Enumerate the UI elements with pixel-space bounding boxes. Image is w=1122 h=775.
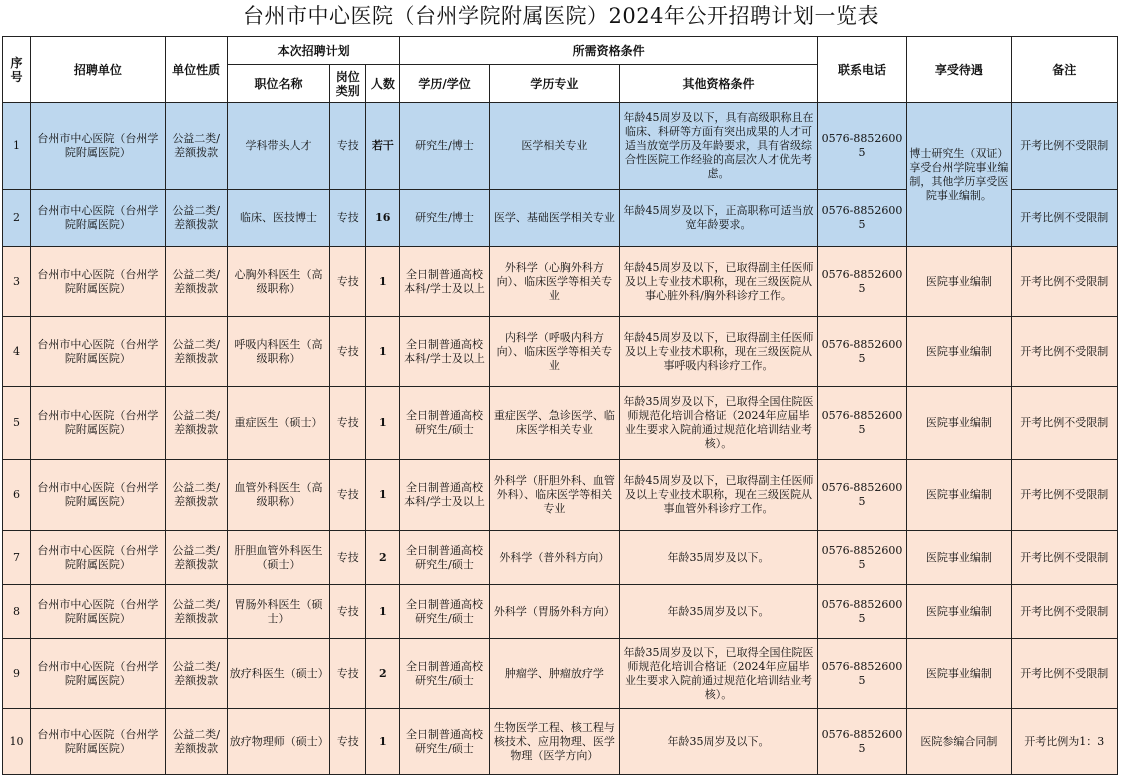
cell-benefit-merged: 博士研究生（双证）享受台州学院事业编制，其他学历享受医院事业编制。: [907, 103, 1011, 247]
cell-note: 开考比例不受限制: [1011, 639, 1117, 709]
cell-note: 开考比例不受限制: [1011, 585, 1117, 639]
cell-unit: 台州市中心医院（台州学院附属医院）: [31, 460, 165, 531]
cell-category: 专技: [330, 387, 366, 460]
cell-major: 外科学（普外科方向）: [489, 531, 619, 585]
cell-major: 医学相关专业: [489, 103, 619, 190]
cell-note: 开考比例不受限制: [1011, 317, 1117, 387]
cell-nature: 公益二类/差额拨款: [165, 190, 227, 247]
cell-benefit: 医院事业编制: [907, 460, 1011, 531]
header-nature: 单位性质: [165, 37, 227, 103]
table-row: [3, 103, 1118, 190]
cell-major: 医学、基础医学相关专业: [489, 190, 619, 247]
cell-benefit: 医院事业编制: [907, 387, 1011, 460]
cell-phone: 0576-88526005: [817, 317, 906, 387]
cell-nature: 公益二类/差额拨款: [165, 387, 227, 460]
cell-position: 血管外科医生（高级职称）: [227, 460, 329, 531]
cell-phone: 0576-88526005: [817, 639, 906, 709]
cell-note: 开考比例不受限制: [1011, 387, 1117, 460]
cell-position: 学科带头人才: [227, 103, 329, 190]
cell-category: 专技: [330, 190, 366, 247]
cell-other: 年龄45周岁及以下，已取得副主任医师及以上专业技术职称，现在三级医院从事心脏外科/胸外科诊疗工作。: [620, 247, 818, 317]
cell-other: 年龄35周岁及以下。: [620, 709, 818, 775]
cell-other: 年龄45周岁及以下，正高职称可适当放宽年龄要求。: [620, 190, 818, 247]
cell-note: 开考比例不受限制: [1011, 531, 1117, 585]
cell-education: 全日制普通高校研究生/硕士: [400, 387, 489, 460]
cell-note: 开考比例为1：3: [1011, 709, 1117, 775]
cell-position: 放疗科医生（硕士）: [227, 639, 329, 709]
cell-unit: 台州市中心医院（台州学院附属医院）: [31, 531, 165, 585]
cell-major: 外科学（肝胆外科、血管外科）、临床医学等相关专业: [489, 460, 619, 531]
table-row: [3, 531, 1118, 585]
cell-category: 专技: [330, 585, 366, 639]
cell-note: 开考比例不受限制: [1011, 247, 1117, 317]
cell-benefit: 医院事业编制: [907, 585, 1011, 639]
cell-seq: 1: [3, 103, 31, 190]
cell-education: 全日制普通高校本科/学士及以上: [400, 317, 489, 387]
cell-seq: 6: [3, 460, 31, 531]
cell-phone: 0576-88526005: [817, 460, 906, 531]
cell-nature: 公益二类/差额拨款: [165, 247, 227, 317]
cell-major: 重症医学、急诊医学、临床医学相关专业: [489, 387, 619, 460]
header-unit: 招聘单位: [31, 37, 165, 103]
cell-nature: 公益二类/差额拨款: [165, 585, 227, 639]
table-row: [3, 387, 1118, 460]
cell-phone: 0576-88526005: [817, 531, 906, 585]
table-row: [3, 585, 1118, 639]
cell-unit: 台州市中心医院（台州学院附属医院）: [31, 190, 165, 247]
cell-unit: 台州市中心医院（台州学院附属医院）: [31, 585, 165, 639]
cell-count: 1: [366, 247, 400, 317]
cell-count: 若干: [366, 103, 400, 190]
cell-major: 外科学（心胸外科方向）、临床医学等相关专业: [489, 247, 619, 317]
cell-education: 全日制普通高校研究生/硕士: [400, 639, 489, 709]
cell-other: 年龄45周岁及以下，已取得副主任医师及以上专业技术职称，现在三级医院从事呼吸内科诊疗工作。: [620, 317, 818, 387]
cell-phone: 0576-88526005: [817, 387, 906, 460]
cell-other: 年龄45周岁及以下，具有高级职称且在临床、科研等方面有突出成果的人才可适当放宽学历及年龄要求，具有省级综合性医院工作经验的高层次人才优先考虑。: [620, 103, 818, 190]
cell-seq: 2: [3, 190, 31, 247]
cell-nature: 公益二类/差额拨款: [165, 103, 227, 190]
cell-other: 年龄35周岁及以下，已取得全国住院医师规范化培训合格证（2024年应届毕业生要求入院前通过规范化培训结业考核）。: [620, 639, 818, 709]
header-phone: 联系电话: [817, 37, 906, 103]
cell-count: 1: [366, 387, 400, 460]
cell-other: 年龄35周岁及以下。: [620, 531, 818, 585]
cell-nature: 公益二类/差额拨款: [165, 460, 227, 531]
cell-seq: 5: [3, 387, 31, 460]
header-qualification-group: 所需资格条件: [400, 37, 817, 65]
cell-unit: 台州市中心医院（台州学院附属医院）: [31, 709, 165, 775]
cell-position: 肝胆血管外科医生（硕士）: [227, 531, 329, 585]
page-title: 台州市中心医院（台州学院附属医院）2024年公开招聘计划一览表: [243, 4, 879, 28]
cell-note: 开考比例不受限制: [1011, 190, 1117, 247]
cell-phone: 0576-88526005: [817, 585, 906, 639]
cell-unit: 台州市中心医院（台州学院附属医院）: [31, 103, 165, 190]
cell-count: 16: [366, 190, 400, 247]
cell-category: 专技: [330, 460, 366, 531]
cell-phone: 0576-88526005: [817, 709, 906, 775]
cell-count: 1: [366, 585, 400, 639]
cell-note: 开考比例不受限制: [1011, 103, 1117, 190]
cell-count: 2: [366, 531, 400, 585]
cell-education: 全日制普通高校研究生/硕士: [400, 709, 489, 775]
header-other: 其他资格条件: [620, 65, 818, 103]
cell-position: 心胸外科医生（高级职称）: [227, 247, 329, 317]
cell-category: 专技: [330, 709, 366, 775]
cell-benefit: 医院事业编制: [907, 317, 1011, 387]
cell-phone: 0576-88526005: [817, 103, 906, 190]
cell-education: 研究生/博士: [400, 103, 489, 190]
cell-seq: 4: [3, 317, 31, 387]
cell-phone: 0576-88526005: [817, 190, 906, 247]
table-row: [3, 709, 1118, 775]
cell-count: 1: [366, 317, 400, 387]
table-row: [3, 460, 1118, 531]
cell-seq: 10: [3, 709, 31, 775]
cell-education: 全日制普通高校本科/学士及以上: [400, 247, 489, 317]
header-education: 学历/学位: [400, 65, 489, 103]
cell-category: 专技: [330, 247, 366, 317]
cell-position: 放疗物理师（硕士）: [227, 709, 329, 775]
cell-major: 外科学（胃肠外科方向）: [489, 585, 619, 639]
cell-phone: 0576-88526005: [817, 247, 906, 317]
cell-category: 专技: [330, 103, 366, 190]
cell-category: 专技: [330, 317, 366, 387]
cell-nature: 公益二类/差额拨款: [165, 317, 227, 387]
recruitment-table: [2, 36, 1118, 775]
header-category: 岗位类别: [330, 65, 366, 103]
cell-benefit: 医院事业编制: [907, 639, 1011, 709]
cell-nature: 公益二类/差额拨款: [165, 639, 227, 709]
cell-nature: 公益二类/差额拨款: [165, 709, 227, 775]
cell-major: 内科学（呼吸内科方向）、临床医学等相关专业: [489, 317, 619, 387]
header-plan-group: 本次招聘计划: [227, 37, 400, 65]
cell-seq: 3: [3, 247, 31, 317]
cell-benefit: 医院事业编制: [907, 247, 1011, 317]
header-count: 人数: [366, 65, 400, 103]
header-seq: 序号: [3, 37, 31, 103]
cell-position: 呼吸内科医生（高级职称）: [227, 317, 329, 387]
cell-position: 胃肠外科医生（硕士）: [227, 585, 329, 639]
header-benefit: 享受待遇: [907, 37, 1011, 103]
cell-seq: 7: [3, 531, 31, 585]
cell-seq: 8: [3, 585, 31, 639]
cell-unit: 台州市中心医院（台州学院附属医院）: [31, 639, 165, 709]
cell-major: 肿瘤学、肿瘤放疗学: [489, 639, 619, 709]
cell-other: 年龄35周岁及以下。: [620, 585, 818, 639]
cell-benefit: 医院参编合同制: [907, 709, 1011, 775]
cell-position: 临床、医技博士: [227, 190, 329, 247]
cell-count: 1: [366, 460, 400, 531]
cell-education: 研究生/博士: [400, 190, 489, 247]
cell-education: 全日制普通高校研究生/硕士: [400, 531, 489, 585]
cell-category: 专技: [330, 531, 366, 585]
cell-seq: 9: [3, 639, 31, 709]
header-note: 备注: [1011, 37, 1117, 103]
table-row: [3, 247, 1118, 317]
cell-unit: 台州市中心医院（台州学院附属医院）: [31, 387, 165, 460]
header-position: 职位名称: [227, 65, 329, 103]
cell-count: 1: [366, 709, 400, 775]
cell-unit: 台州市中心医院（台州学院附属医院）: [31, 247, 165, 317]
table-row: [3, 317, 1118, 387]
cell-unit: 台州市中心医院（台州学院附属医院）: [31, 317, 165, 387]
cell-other: 年龄45周岁及以下，已取得副主任医师及以上专业技术职称，现在三级医院从事血管外科诊疗工作。: [620, 460, 818, 531]
cell-major: 生物医学工程、核工程与核技术、应用物理、医学物理（医学方向）: [489, 709, 619, 775]
cell-other: 年龄35周岁及以下，已取得全国住院医师规范化培训合格证（2024年应届毕业生要求入院前通过规范化培训结业考核）。: [620, 387, 818, 460]
header-major: 学历专业: [489, 65, 619, 103]
cell-category: 专技: [330, 639, 366, 709]
cell-count: 2: [366, 639, 400, 709]
cell-education: 全日制普通高校研究生/硕士: [400, 585, 489, 639]
cell-education: 全日制普通高校本科/学士及以上: [400, 460, 489, 531]
cell-benefit: 医院事业编制: [907, 531, 1011, 585]
cell-position: 重症医生（硕士）: [227, 387, 329, 460]
table-row: [3, 639, 1118, 709]
cell-nature: 公益二类/差额拨款: [165, 531, 227, 585]
cell-note: 开考比例不受限制: [1011, 460, 1117, 531]
